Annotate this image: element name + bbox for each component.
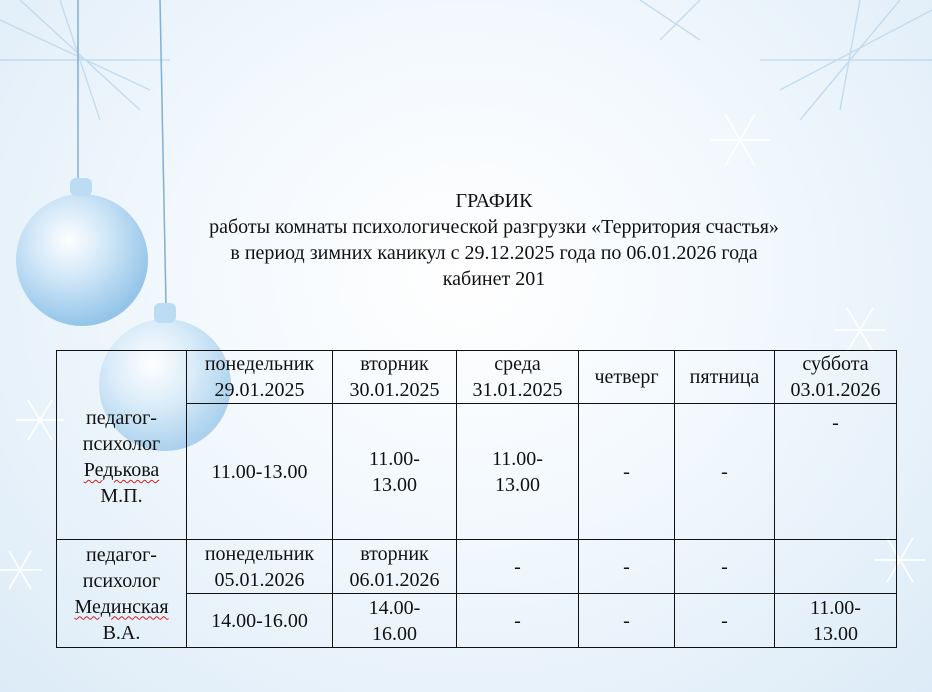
time-cell bbox=[579, 404, 675, 540]
time-text: 11.00- bbox=[492, 447, 543, 470]
time-cell bbox=[457, 404, 579, 540]
pine-branch-left bbox=[0, 0, 170, 120]
time-text: 13.00 bbox=[813, 622, 858, 645]
teacher-surname: Редькова bbox=[83, 459, 160, 481]
time-text: - bbox=[514, 609, 521, 632]
day-name: вторник bbox=[360, 353, 429, 375]
time-text: - bbox=[623, 460, 630, 483]
time-text: - bbox=[721, 460, 728, 483]
heading-title: ГРАФИК bbox=[455, 190, 533, 212]
day-name: понедельник bbox=[204, 542, 315, 565]
pine-branch-right bbox=[640, 0, 932, 120]
day-name: вторник bbox=[360, 542, 429, 565]
schedule-heading bbox=[0, 188, 932, 292]
time-text: 13.00 bbox=[372, 473, 417, 496]
time-text: - bbox=[623, 609, 630, 632]
day-name: четверг bbox=[594, 366, 659, 388]
day-header-cell bbox=[675, 351, 775, 404]
day-name: суббота bbox=[802, 353, 869, 375]
heading-period: в период зимних каникул с 29.12.2025 года по 06.01.2026 года bbox=[230, 242, 758, 264]
table-row bbox=[57, 351, 897, 404]
time-text: 11.00-13.00 bbox=[211, 460, 308, 483]
time-cell bbox=[187, 404, 333, 540]
teacher-cell bbox=[57, 540, 187, 648]
time-text: 11.00- bbox=[810, 596, 861, 619]
time-text: 11.00- bbox=[369, 447, 420, 470]
time-text: 14.00-16.00 bbox=[211, 609, 308, 632]
day-header-cell bbox=[579, 540, 675, 594]
day-date: 05.01.2026 bbox=[214, 568, 305, 591]
day-header-cell bbox=[775, 351, 897, 404]
schedule-table bbox=[56, 350, 897, 648]
teacher-initials: В.А. bbox=[102, 621, 141, 644]
time-text: - bbox=[721, 609, 728, 632]
time-text: - bbox=[832, 412, 839, 434]
day-header-cell bbox=[187, 540, 333, 594]
day-date: 30.01.2025 bbox=[349, 379, 440, 401]
time-text: 14.00- bbox=[368, 596, 421, 619]
time-cell bbox=[333, 404, 457, 540]
time-cell bbox=[675, 404, 775, 540]
day-name: пятница bbox=[689, 366, 760, 388]
day-name: понедельник bbox=[204, 353, 315, 375]
day-name: - bbox=[623, 555, 630, 578]
day-header-cell bbox=[579, 351, 675, 404]
time-cell bbox=[333, 594, 457, 648]
time-cell bbox=[775, 594, 897, 648]
day-name: - bbox=[721, 555, 728, 578]
day-date: 31.01.2025 bbox=[472, 379, 563, 401]
teacher-surname: Мединская bbox=[74, 595, 169, 618]
heading-room: кабинет 201 bbox=[442, 268, 546, 290]
teacher-role: психолог bbox=[82, 569, 161, 592]
teacher-role: педагог- bbox=[86, 407, 157, 429]
day-name: среда bbox=[494, 353, 541, 375]
time-cell bbox=[187, 594, 333, 648]
day-name: - bbox=[514, 555, 521, 578]
day-date: 03.01.2026 bbox=[790, 379, 881, 401]
time-cell bbox=[675, 594, 775, 648]
table-row bbox=[57, 540, 897, 594]
time-cell bbox=[579, 594, 675, 648]
day-header-cell bbox=[675, 540, 775, 594]
time-text: 16.00 bbox=[372, 622, 417, 645]
day-header-cell bbox=[457, 351, 579, 404]
teacher-role: психолог bbox=[82, 433, 161, 455]
day-header-cell bbox=[775, 540, 897, 594]
teacher-initials: М.П. bbox=[100, 485, 143, 507]
day-date: 29.01.2025 bbox=[214, 379, 305, 401]
teacher-cell bbox=[57, 351, 187, 540]
day-date: 06.01.2026 bbox=[349, 568, 440, 591]
teacher-role: педагог- bbox=[86, 543, 157, 566]
time-cell bbox=[775, 404, 897, 540]
day-header-cell bbox=[187, 351, 333, 404]
ornament-cap-small bbox=[154, 303, 176, 323]
time-text: 13.00 bbox=[495, 473, 540, 496]
day-header-cell bbox=[333, 351, 457, 404]
day-header-cell bbox=[457, 540, 579, 594]
heading-subtitle: работы комнаты психологической разгрузки «Территория счастья» bbox=[209, 216, 779, 238]
day-header-cell bbox=[333, 540, 457, 594]
time-cell bbox=[457, 594, 579, 648]
